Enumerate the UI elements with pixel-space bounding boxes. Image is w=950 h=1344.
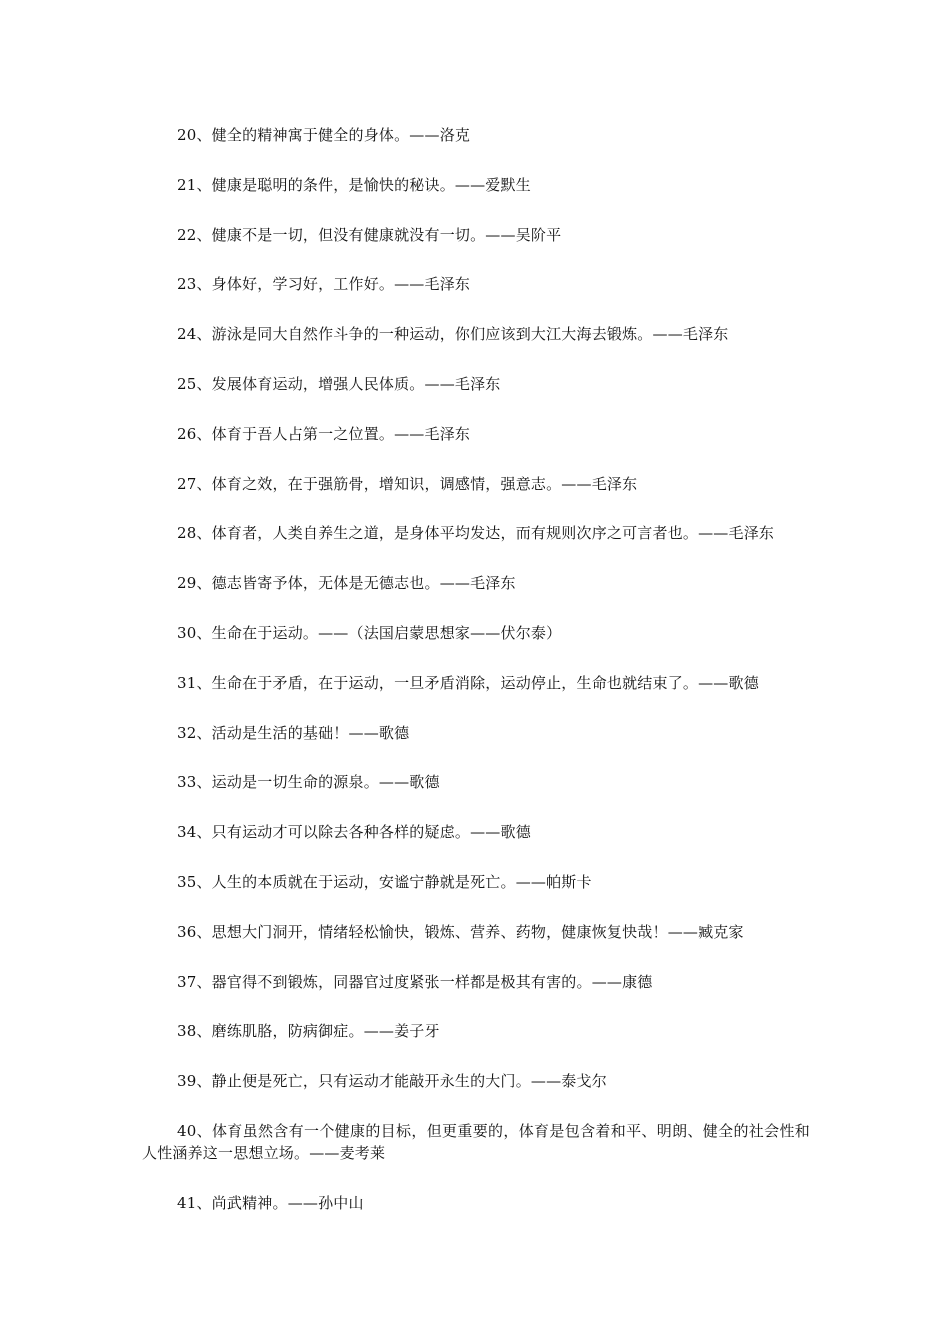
quote-39: 39、静止便是死亡，只有运动才能敲开永生的大门。——泰戈尔	[177, 1072, 607, 1091]
quote-37: 37、器官得不到锻炼，同器官过度紧张一样都是极其有害的。——康德	[177, 972, 653, 991]
quote-40: 40、体育虽然含有一个健康的目标，但更重要的，体育是包含着和平、明朗、健全的社会性和人性涵养这一思想立场。——麦考莱	[142, 1121, 810, 1162]
quote-38: 38、磨练肌胳，防病御症。——姜子牙	[177, 1022, 440, 1041]
quote-26: 26、体育于吾人占第一之位置。——毛泽东	[177, 424, 471, 443]
quote-41: 41、尚武精神。——孙中山	[177, 1193, 364, 1212]
quote-22: 22、健康不是一切，但没有健康就没有一切。——吴阶平	[177, 225, 562, 244]
quote-list	[142, 124, 810, 1242]
quote-28: 28、体育者，人类自养生之道，是身体平均发达，而有规则次序之可言者也。——毛泽东	[177, 524, 775, 543]
quote-33: 33、运动是一切生命的源泉。——歌德	[177, 773, 440, 792]
quote-34: 34、只有运动才可以除去各种各样的疑虑。——歌德	[177, 823, 531, 842]
quote-32: 32、活动是生活的基础！——歌德	[177, 723, 410, 742]
quote-35: 35、人生的本质就在于运动，安谧宁静就是死亡。——帕斯卡	[177, 872, 592, 891]
quote-21: 21、健康是聪明的条件，是愉快的秘诀。——爱默生	[177, 175, 531, 194]
quote-29: 29、德志皆寄予体，无体是无德志也。——毛泽东	[177, 574, 516, 593]
quote-31: 31、生命在于矛盾，在于运动，一旦矛盾消除，运动停止，生命也就结束了。——歌德	[177, 673, 759, 692]
quote-27: 27、体育之效，在于强筋骨，增知识，调感情，强意志。——毛泽东	[177, 474, 638, 493]
quote-30: 30、生命在于运动。——（法国启蒙思想家——伏尔泰）	[177, 623, 562, 642]
quote-20: 20、健全的精神寓于健全的身体。——洛克	[177, 126, 471, 144]
quote-36: 36、思想大门洞开，情绪轻松愉快，锻炼、营养、药物，健康恢复快哉！——臧克家	[177, 922, 744, 941]
quote-24: 24、游泳是同大自然作斗争的一种运动，你们应该到大江大海去锻炼。——毛泽东	[177, 325, 729, 344]
quote-25: 25、发展体育运动，增强人民体质。——毛泽东	[177, 374, 501, 393]
quote-23: 23、身体好，学习好，工作好。——毛泽东	[177, 275, 471, 294]
